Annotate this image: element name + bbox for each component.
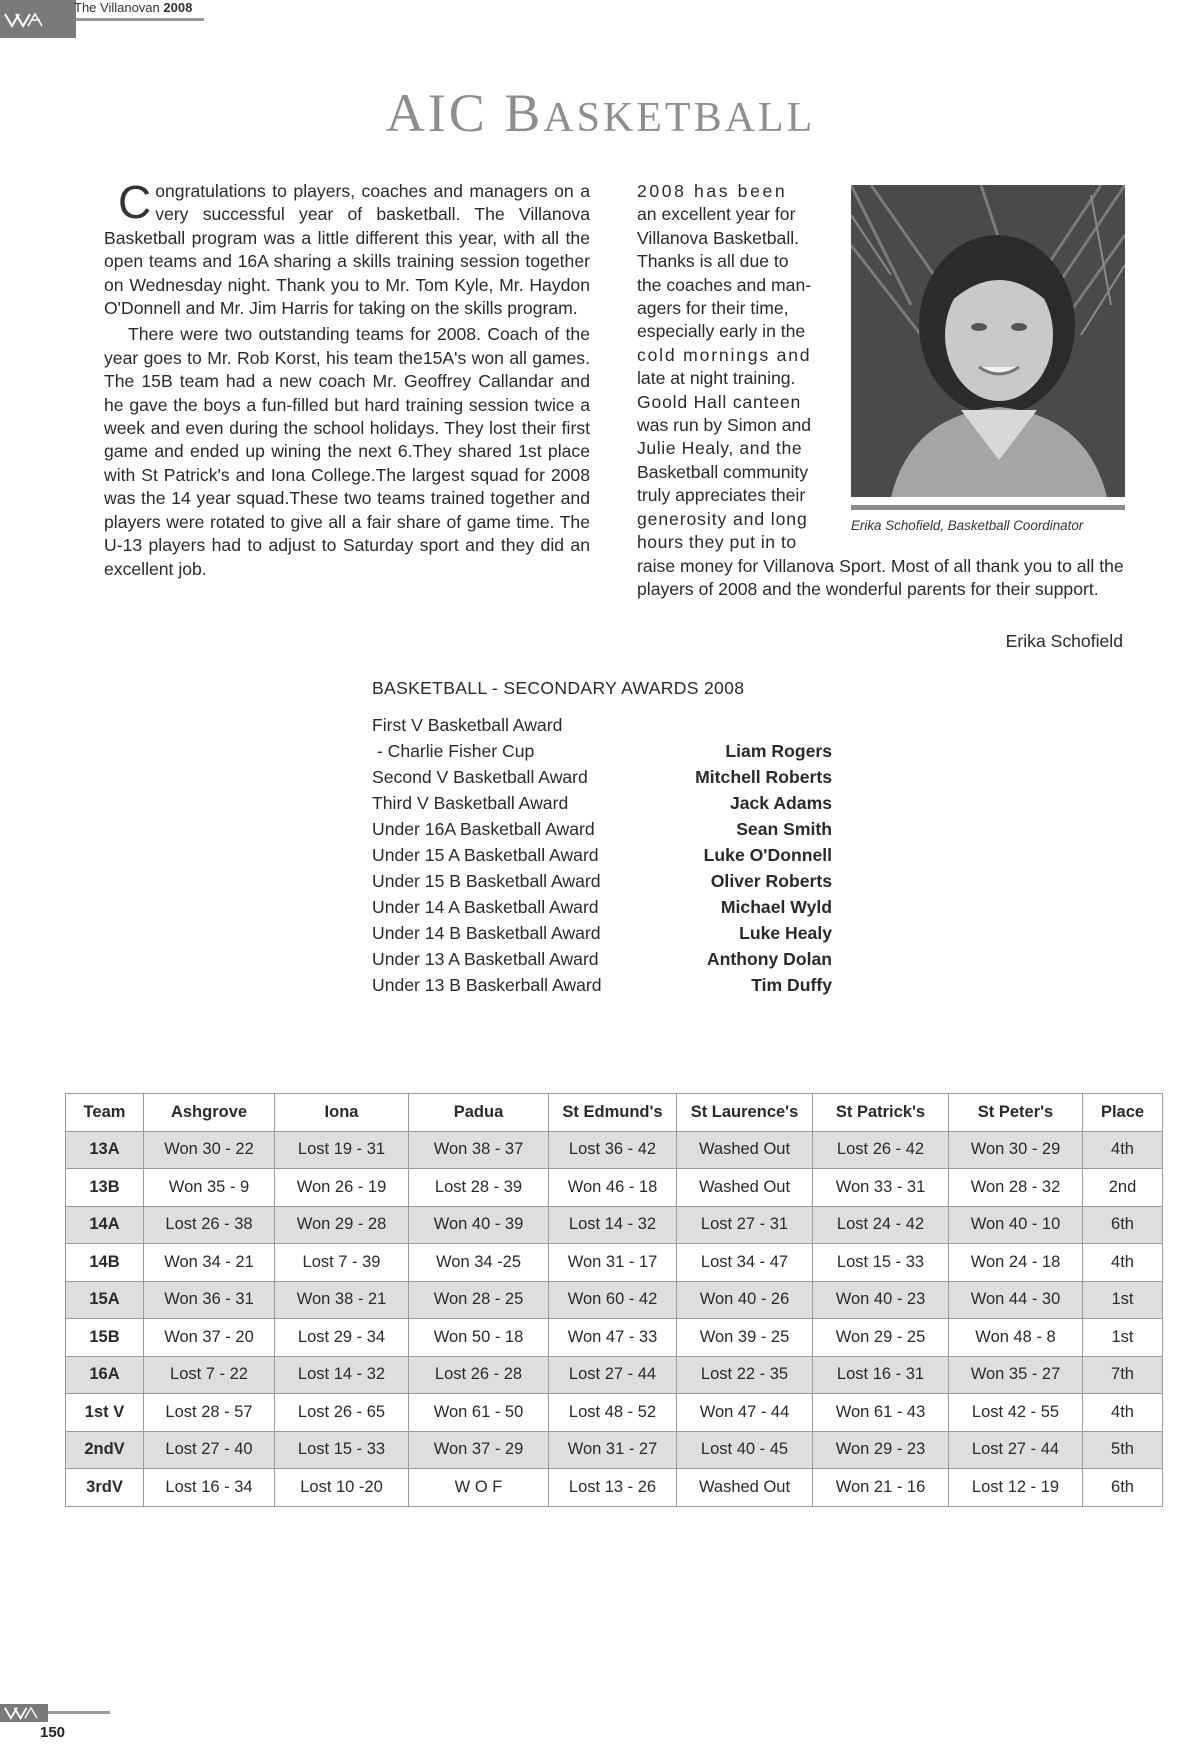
result-cell: Won 29 - 28 bbox=[275, 1206, 409, 1244]
result-cell: Won 35 - 9 bbox=[144, 1169, 275, 1207]
award-row bbox=[372, 868, 832, 894]
awards-list bbox=[372, 712, 832, 998]
award-row bbox=[372, 920, 832, 946]
vv-logo-icon bbox=[2, 1706, 46, 1720]
result-cell: Won 35 - 27 bbox=[949, 1356, 1083, 1394]
result-cell: Won 39 - 25 bbox=[677, 1319, 813, 1357]
result-cell: Won 37 - 29 bbox=[409, 1431, 549, 1469]
result-cell: Won 40 - 10 bbox=[949, 1206, 1083, 1244]
result-cell: Lost 27 - 31 bbox=[677, 1206, 813, 1244]
result-cell: Lost 15 - 33 bbox=[275, 1431, 409, 1469]
author-signature: Erika Schofield bbox=[1005, 631, 1123, 651]
award-label: Third V Basketball Award bbox=[372, 793, 569, 813]
vv-logo-icon bbox=[4, 12, 50, 28]
article-right-column bbox=[637, 180, 822, 555]
column-header: St Peter's bbox=[949, 1094, 1083, 1132]
awards-heading: BASKETBALL - SECONDARY AWARDS 2008 bbox=[372, 678, 745, 698]
drop-cap: C bbox=[118, 176, 152, 228]
article-paragraph-2: There were two outstanding teams for 2008. Coach of the year goes to Mr. Rob Korst, his team the15A's won all games. The 15B team had a new coach Mr. Geoffrey Callandar and he gave the boys a fun-filled but hard training session twice a week and even during the school holidays. They lost their first game and ended up wining the next 6.They shared 1st place with St Patrick's and Iona College.The largest squad for 2008 was the 14 year squad.These two teams trained together and players were rotated to give all a fair share of game time. The U-13 players had to adjust to Saturday sport and they did an excellent job. bbox=[104, 324, 590, 579]
result-cell: Lost 28 - 39 bbox=[409, 1169, 549, 1207]
column-header: Padua bbox=[409, 1094, 549, 1132]
award-row bbox=[372, 764, 832, 790]
result-cell: Won 34 - 21 bbox=[144, 1244, 275, 1282]
page-number: 150 bbox=[40, 1724, 66, 1741]
result-cell: Lost 27 - 44 bbox=[549, 1356, 677, 1394]
award-winner: Luke Healy bbox=[739, 923, 832, 943]
award-label: Under 15 A Basketball Award bbox=[372, 845, 599, 865]
result-cell: Lost 14 - 32 bbox=[275, 1356, 409, 1394]
result-cell: Lost 40 - 45 bbox=[677, 1431, 813, 1469]
result-cell: Won 38 - 37 bbox=[409, 1131, 549, 1169]
text-line: 2008 has been bbox=[637, 181, 788, 201]
header-rule bbox=[76, 18, 204, 21]
award-row bbox=[372, 842, 832, 868]
result-cell: Won 48 - 8 bbox=[949, 1319, 1083, 1357]
column-header: Team bbox=[66, 1094, 144, 1132]
result-cell: Lost 22 - 35 bbox=[677, 1356, 813, 1394]
place-cell: 4th bbox=[1083, 1244, 1163, 1282]
portrait-image bbox=[851, 185, 1125, 497]
award-label: Under 14 A Basketball Award bbox=[372, 897, 599, 917]
result-cell: Won 61 - 43 bbox=[813, 1394, 949, 1432]
result-cell: Lost 16 - 31 bbox=[813, 1356, 949, 1394]
result-cell: Won 40 - 26 bbox=[677, 1281, 813, 1319]
result-cell: Won 29 - 23 bbox=[813, 1431, 949, 1469]
result-cell: Lost 26 - 28 bbox=[409, 1356, 549, 1394]
award-winner: Tim Duffy bbox=[751, 975, 832, 995]
result-cell: Lost 48 - 52 bbox=[549, 1394, 677, 1432]
award-winner: Sean Smith bbox=[736, 819, 832, 839]
result-cell: Won 36 - 31 bbox=[144, 1281, 275, 1319]
result-cell: Lost 42 - 55 bbox=[949, 1394, 1083, 1432]
award-row bbox=[372, 946, 832, 972]
result-cell: Won 33 - 31 bbox=[813, 1169, 949, 1207]
text-line: an excellent year for bbox=[637, 204, 796, 225]
award-winner: Liam Rogers bbox=[725, 741, 832, 761]
result-cell: Won 31 - 27 bbox=[549, 1431, 677, 1469]
result-cell: Won 31 - 17 bbox=[549, 1244, 677, 1282]
column-header: Ashgrove bbox=[144, 1094, 275, 1132]
result-cell: Washed Out bbox=[677, 1169, 813, 1207]
award-row bbox=[372, 712, 832, 738]
result-cell: Won 21 - 16 bbox=[813, 1469, 949, 1507]
award-label: First V Basketball Award bbox=[372, 715, 563, 735]
result-cell: Won 29 - 25 bbox=[813, 1319, 949, 1357]
table-row bbox=[66, 1244, 1163, 1282]
text-line: Thanks is all due to bbox=[637, 251, 789, 272]
footer-logo bbox=[0, 1704, 48, 1722]
footer-rule bbox=[48, 1711, 110, 1714]
publication-logo bbox=[0, 0, 76, 38]
publication-name: The Villanovan bbox=[74, 0, 160, 15]
result-cell: Won 44 - 30 bbox=[949, 1281, 1083, 1319]
place-cell: 6th bbox=[1083, 1469, 1163, 1507]
table-row bbox=[66, 1319, 1163, 1357]
result-cell: Lost 26 - 42 bbox=[813, 1131, 949, 1169]
team-cell: 2ndV bbox=[66, 1431, 144, 1469]
result-cell: Lost 12 - 19 bbox=[949, 1469, 1083, 1507]
text-line: was run by Simon and bbox=[637, 415, 812, 436]
column-header: St Patrick's bbox=[813, 1094, 949, 1132]
coordinator-photo bbox=[851, 185, 1125, 497]
text-line: Villanova Basketball. bbox=[637, 227, 800, 248]
column-header: Iona bbox=[275, 1094, 409, 1132]
award-winner: Jack Adams bbox=[729, 793, 832, 813]
place-cell: 5th bbox=[1083, 1431, 1163, 1469]
article-left-column bbox=[104, 176, 590, 581]
result-cell: Won 47 - 33 bbox=[549, 1319, 677, 1357]
table-row bbox=[66, 1394, 1163, 1432]
text-line: the coaches and man- bbox=[637, 274, 812, 295]
award-label: Under 14 B Basketball Award bbox=[372, 923, 601, 943]
team-cell: 14B bbox=[66, 1244, 144, 1282]
text-line: cold mornings and bbox=[637, 344, 812, 365]
result-cell: Lost 19 - 31 bbox=[275, 1131, 409, 1169]
text-line: Goold Hall canteen bbox=[637, 391, 802, 412]
award-row bbox=[372, 790, 832, 816]
result-cell: Won 34 -25 bbox=[409, 1244, 549, 1282]
table-row bbox=[66, 1206, 1163, 1244]
team-cell: 15A bbox=[66, 1281, 144, 1319]
text-line: especially early in the bbox=[637, 321, 806, 342]
result-cell: Won 47 - 44 bbox=[677, 1394, 813, 1432]
result-cell: Lost 26 - 65 bbox=[275, 1394, 409, 1432]
result-cell: Lost 27 - 40 bbox=[144, 1431, 275, 1469]
text-line: hours they put in to bbox=[637, 532, 797, 553]
column-header: St Laurence's bbox=[677, 1094, 813, 1132]
award-label: Under 16A Basketball Award bbox=[372, 819, 595, 839]
award-winner: Anthony Dolan bbox=[706, 949, 832, 969]
team-cell: 3rdV bbox=[66, 1469, 144, 1507]
title-initial: AIC B bbox=[385, 83, 544, 143]
column-header: Place bbox=[1083, 1094, 1163, 1132]
text-line: agers for their time, bbox=[637, 298, 789, 319]
result-cell: Lost 16 - 34 bbox=[144, 1469, 275, 1507]
table-row bbox=[66, 1131, 1163, 1169]
result-cell: Lost 7 - 22 bbox=[144, 1356, 275, 1394]
result-cell: Lost 28 - 57 bbox=[144, 1394, 275, 1432]
result-cell: Lost 29 - 34 bbox=[275, 1319, 409, 1357]
result-cell: Won 26 - 19 bbox=[275, 1169, 409, 1207]
award-label: Under 13 B Baskerball Award bbox=[372, 975, 602, 995]
result-cell: Won 37 - 20 bbox=[144, 1319, 275, 1357]
running-header bbox=[74, 0, 192, 15]
table-row bbox=[66, 1356, 1163, 1394]
publication-year: 2008 bbox=[163, 0, 193, 15]
team-cell: 13B bbox=[66, 1169, 144, 1207]
result-cell: Won 30 - 29 bbox=[949, 1131, 1083, 1169]
article-paragraph-1 bbox=[104, 176, 590, 320]
text-line: Basketball community bbox=[637, 461, 809, 482]
result-cell: Lost 15 - 33 bbox=[813, 1244, 949, 1282]
place-cell: 1st bbox=[1083, 1319, 1163, 1357]
table-header-row bbox=[66, 1094, 1163, 1132]
team-cell: 1st V bbox=[66, 1394, 144, 1432]
photo-caption: Erika Schofield, Basketball Coordinator bbox=[851, 518, 1084, 533]
results-table bbox=[65, 1093, 1163, 1507]
article-right-continuation: raise money for Villanova Sport. Most of all thank you to all the players of 2008 and the wonderful parents for their support. bbox=[637, 556, 1124, 600]
text-line: generosity and long bbox=[637, 508, 808, 529]
table-row bbox=[66, 1431, 1163, 1469]
result-cell: Lost 34 - 47 bbox=[677, 1244, 813, 1282]
result-cell: Washed Out bbox=[677, 1131, 813, 1169]
team-cell: 15B bbox=[66, 1319, 144, 1357]
award-label: Under 15 B Basketball Award bbox=[372, 871, 601, 891]
result-cell: Won 30 - 22 bbox=[144, 1131, 275, 1169]
award-row bbox=[372, 816, 832, 842]
result-cell: Won 50 - 18 bbox=[409, 1319, 549, 1357]
result-cell: Won 24 - 18 bbox=[949, 1244, 1083, 1282]
text-line: Julie Healy, and the bbox=[637, 438, 803, 459]
place-cell: 1st bbox=[1083, 1281, 1163, 1319]
result-cell: Lost 10 -20 bbox=[275, 1469, 409, 1507]
award-row bbox=[372, 738, 832, 764]
result-cell: Won 40 - 39 bbox=[409, 1206, 549, 1244]
result-cell: W O F bbox=[409, 1469, 549, 1507]
table-row bbox=[66, 1469, 1163, 1507]
column-header: St Edmund's bbox=[549, 1094, 677, 1132]
result-cell: Won 40 - 23 bbox=[813, 1281, 949, 1319]
text-line: late at night training. bbox=[637, 368, 796, 389]
place-cell: 4th bbox=[1083, 1394, 1163, 1432]
award-winner: Michael Wyld bbox=[720, 897, 832, 917]
result-cell: Won 28 - 25 bbox=[409, 1281, 549, 1319]
place-cell: 6th bbox=[1083, 1206, 1163, 1244]
team-cell: 13A bbox=[66, 1131, 144, 1169]
award-label: Under 13 A Basketball Award bbox=[372, 949, 599, 969]
result-cell: Won 38 - 21 bbox=[275, 1281, 409, 1319]
result-cell: Won 46 - 18 bbox=[549, 1169, 677, 1207]
award-label: Second V Basketball Award bbox=[372, 767, 588, 787]
text-line: truly appreciates their bbox=[637, 485, 806, 506]
paragraph-1-text: ongratulations to players, coaches and managers on a very successful year of basketball. The Villanova Basketball program was a little different this year, with all the open teams and 16A sharing a skills training session together on Wednesday night. Thank you to Mr. Tom Kyle, Mr. Haydon O'Donnell and Mr. Jim Harris for taking on the skills program. bbox=[104, 181, 590, 319]
result-cell: Won 61 - 50 bbox=[409, 1394, 549, 1432]
result-cell: Won 60 - 42 bbox=[549, 1281, 677, 1319]
result-cell: Lost 14 - 32 bbox=[549, 1206, 677, 1244]
result-cell: Lost 26 - 38 bbox=[144, 1206, 275, 1244]
table-row bbox=[66, 1281, 1163, 1319]
photo-underline bbox=[851, 505, 1125, 510]
award-winner: Luke O'Donnell bbox=[703, 845, 832, 865]
result-cell: Lost 36 - 42 bbox=[549, 1131, 677, 1169]
result-cell: Washed Out bbox=[677, 1469, 813, 1507]
award-winner: Mitchell Roberts bbox=[695, 767, 832, 787]
place-cell: 2nd bbox=[1083, 1169, 1163, 1207]
result-cell: Lost 27 - 44 bbox=[949, 1431, 1083, 1469]
table-row bbox=[66, 1169, 1163, 1207]
result-cell: Won 28 - 32 bbox=[949, 1169, 1083, 1207]
award-label: - Charlie Fisher Cup bbox=[372, 741, 535, 761]
team-cell: 14A bbox=[66, 1206, 144, 1244]
page-title bbox=[0, 82, 1201, 144]
result-cell: Lost 24 - 42 bbox=[813, 1206, 949, 1244]
result-cell: Lost 13 - 26 bbox=[549, 1469, 677, 1507]
award-row bbox=[372, 894, 832, 920]
result-cell: Lost 7 - 39 bbox=[275, 1244, 409, 1282]
place-cell: 7th bbox=[1083, 1356, 1163, 1394]
team-cell: 16A bbox=[66, 1356, 144, 1394]
award-winner: Oliver Roberts bbox=[710, 871, 832, 891]
award-row bbox=[372, 972, 832, 998]
place-cell: 4th bbox=[1083, 1131, 1163, 1169]
title-rest: ASKETBALL bbox=[543, 95, 816, 141]
